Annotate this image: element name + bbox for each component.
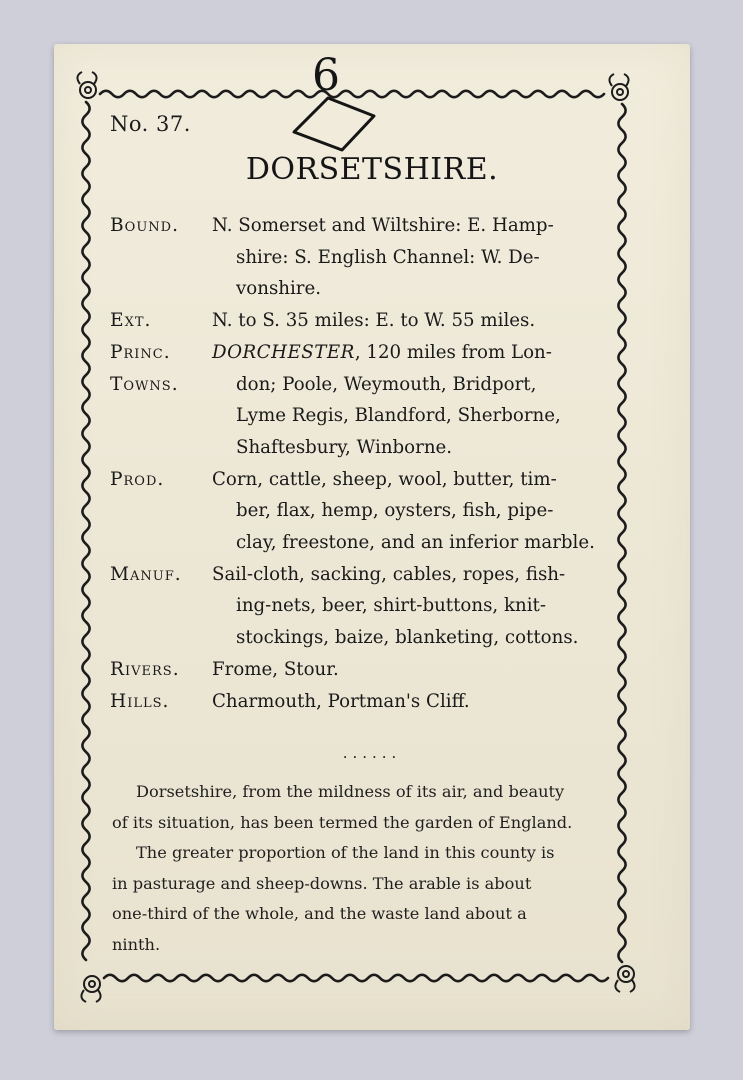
description-line: The greater proportion of the land in this county is bbox=[136, 843, 555, 863]
entry-line: stockings, baize, blanketing, cottons. bbox=[236, 627, 579, 649]
county-title: DORSETSHIRE. bbox=[245, 152, 499, 187]
entry-value bbox=[212, 337, 610, 464]
entry-label: Prod. bbox=[110, 468, 165, 490]
entry-line: vonshire. bbox=[236, 278, 322, 300]
corner-flourish-bottom-right bbox=[615, 966, 634, 992]
border-bottom-wave bbox=[104, 975, 608, 981]
entry-rivers bbox=[110, 654, 610, 686]
entry-value bbox=[212, 654, 610, 686]
description-line: one-third of the whole, and the waste land about a bbox=[112, 904, 527, 924]
entry-line: Shaftesbury, Winborne. bbox=[236, 436, 453, 458]
entry-label: Manuf. bbox=[110, 563, 182, 585]
entry-line: ing-nets, beer, shirt-buttons, knit- bbox=[236, 595, 546, 617]
entry-hills bbox=[110, 686, 610, 718]
entry-manufactures bbox=[110, 559, 610, 654]
entry-principal-towns bbox=[110, 337, 610, 464]
separator-dots: ...... bbox=[342, 744, 402, 762]
entry-label: Hills. bbox=[110, 690, 170, 712]
corner-flourish-bottom-left bbox=[81, 976, 100, 1002]
entry-line bbox=[212, 337, 610, 369]
entry-line: N. Somerset and Wiltshire: E. Hamp- bbox=[212, 215, 554, 236]
entry-line: shire: S. English Channel: W. De- bbox=[236, 246, 540, 268]
entry-label bbox=[110, 337, 212, 464]
entry-value bbox=[212, 559, 610, 654]
handwritten-number: 6 bbox=[312, 50, 340, 101]
entry-line-rest: , 120 miles from Lon- bbox=[354, 341, 552, 363]
handwritten-diamond-mark bbox=[284, 46, 384, 158]
entry-line: Charmouth, Portman's Cliff. bbox=[212, 690, 470, 712]
entry-label: Ext. bbox=[110, 310, 152, 332]
entry-label-line: Princ. bbox=[110, 341, 171, 363]
border-left-wave bbox=[82, 102, 89, 960]
description-line: of its situation, has been termed the garden of England. bbox=[112, 812, 573, 832]
entry-label: Rivers. bbox=[110, 658, 180, 680]
entry-line: Corn, cattle, sheep, wool, butter, tim- bbox=[212, 468, 557, 490]
entries-list bbox=[110, 210, 610, 717]
entry-line: don; Poole, Weymouth, Bridport, bbox=[236, 373, 537, 395]
entry-line: Frome, Stour. bbox=[212, 658, 339, 680]
county-card bbox=[54, 44, 690, 1030]
description-line: Dorsetshire, from the mildness of its air, and beauty bbox=[136, 782, 565, 801]
entry-value bbox=[212, 210, 610, 305]
entry-label-line: Towns. bbox=[110, 373, 179, 395]
capital-town: DORCHESTER bbox=[212, 341, 355, 363]
entry-productions bbox=[110, 464, 610, 559]
entry-line: Lyme Regis, Blandford, Sherborne, bbox=[236, 405, 561, 427]
entry-line: Sail-cloth, sacking, cables, ropes, fish- bbox=[212, 563, 566, 585]
description-line: ninth. bbox=[112, 934, 161, 954]
entry-extent bbox=[110, 305, 610, 337]
corner-flourish-top-right bbox=[609, 74, 628, 100]
description-paragraph bbox=[112, 777, 612, 961]
border-right-wave bbox=[618, 104, 625, 962]
description-line: in pasturage and sheep-downs. The arable is about bbox=[112, 873, 532, 893]
corner-flourish-top-left bbox=[77, 72, 96, 98]
entry-line: clay, freestone, and an inferior marble. bbox=[236, 532, 595, 554]
entry-value bbox=[212, 686, 610, 718]
card-number: No. 37. bbox=[110, 112, 191, 136]
entry-bound bbox=[110, 210, 610, 305]
entry-line: ber, flax, hemp, oysters, fish, pipe- bbox=[236, 500, 554, 522]
entry-label: Bound. bbox=[110, 215, 179, 236]
entry-value bbox=[212, 305, 610, 337]
entry-line: N. to S. 35 miles: E. to W. 55 miles. bbox=[212, 310, 536, 332]
entry-value bbox=[212, 464, 610, 559]
